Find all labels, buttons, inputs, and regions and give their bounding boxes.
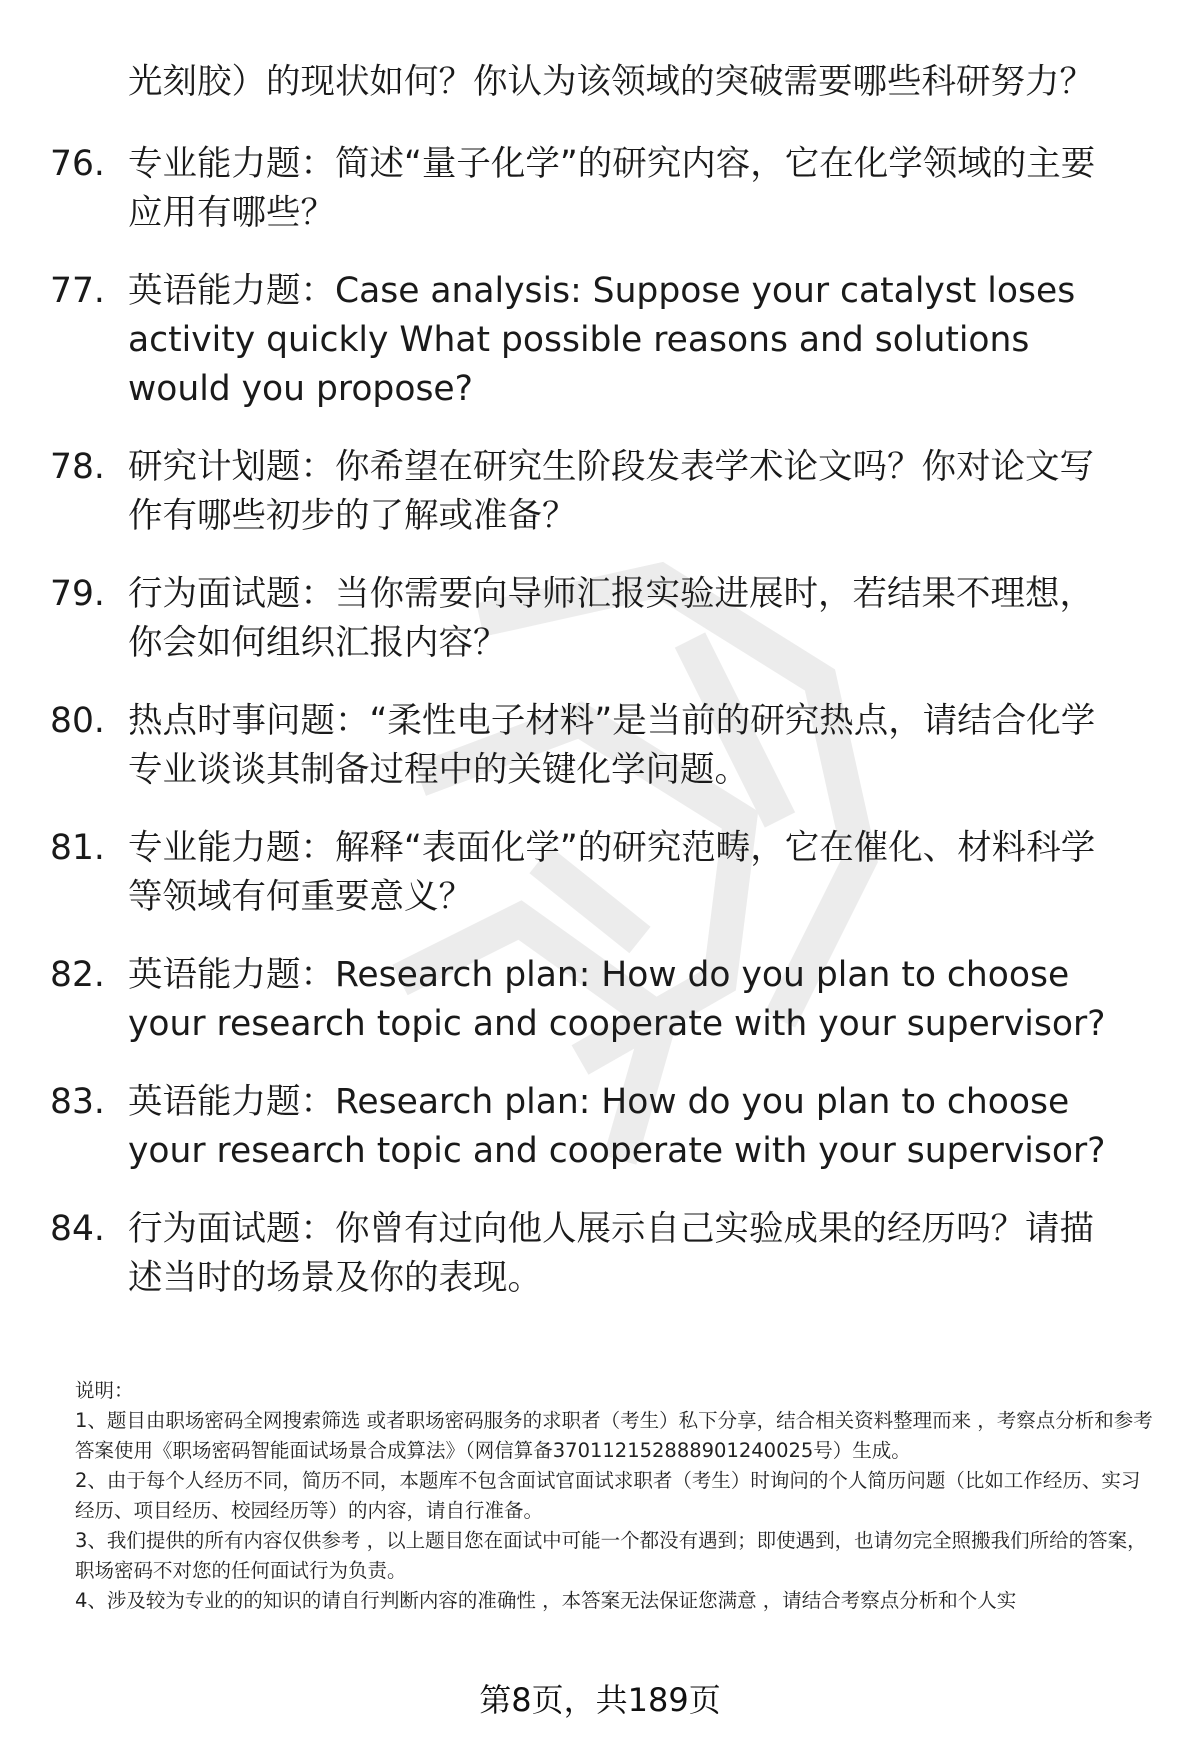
question-item (50, 267, 1150, 414)
notes-heading: 说明： (75, 1379, 134, 1402)
question-text: 英语能力题：Research plan: How do you plan to choose your research topic and cooperate with your supervisor? (128, 1082, 1106, 1171)
question-number: 84. (50, 1209, 105, 1249)
note-item: 4、涉及较为专业的的知识的请自行判断内容的准确性 ，本答案无法保证您满意 ，请结合考察点分析和个人实 (75, 1589, 1017, 1612)
note-item: 3、我们提供的所有内容仅供参考 ，以上题目您在面试中可能一个都没有遇到；即使遇到，也请勿完全照搬我们所给的答案，职场密码不对您的任何面试行为负责。 (75, 1529, 1147, 1582)
question-continuation: 光刻胶）的现状如何？你认为该领域的突破需要哪些科研努力？ (128, 62, 1094, 102)
question-number: 82. (50, 955, 105, 995)
question-text: 英语能力题：Case analysis: Suppose your catalyst loses activity quickly What possible reasons and solutions would you propose? (128, 271, 1076, 409)
notes-section (75, 1376, 1157, 1616)
question-number: 79. (50, 574, 105, 614)
question-text: 专业能力题：解释“表面化学”的研究范畴，它在催化、材料科学等领域有何重要意义？ (128, 828, 1096, 917)
question-item (50, 1205, 1150, 1303)
question-number: 76. (50, 144, 105, 184)
question-item (50, 951, 1150, 1049)
question-number: 83. (50, 1082, 105, 1122)
question-item (50, 570, 1150, 668)
question-text: 行为面试题：当你需要向导师汇报实验进展时，若结果不理想，你会如何组织汇报内容？ (128, 574, 1094, 663)
question-item (50, 824, 1150, 922)
question-item (50, 697, 1150, 795)
question-text: 专业能力题：简述“量子化学”的研究内容，它在化学领域的主要应用有哪些？ (128, 144, 1096, 233)
question-text: 热点时事问题：“柔性电子材料”是当前的研究热点，请结合化学专业谈谈其制备过程中的关键化学问题。 (128, 701, 1096, 790)
question-text: 行为面试题：你曾有过向他人展示自己实验成果的经历吗？请描述当时的场景及你的表现。 (128, 1209, 1094, 1298)
question-number: 80. (50, 701, 105, 741)
question-item (50, 1078, 1150, 1176)
note-item: 2、由于每个人经历不同，简历不同，本题库不包含面试官面试求职者（考生）时询问的个人简历问题（比如工作经历、实习经历、项目经历、校园经历等）的内容，请自行准备。 (75, 1469, 1141, 1522)
page-number-footer: 第8页，共189页 (479, 1681, 721, 1719)
question-item (50, 140, 1150, 238)
question-list (50, 140, 1150, 1332)
question-item (50, 443, 1150, 541)
question-number: 78. (50, 447, 105, 487)
note-item: 1、题目由职场密码全网搜索筛选 或者职场密码服务的求职者（考生）私下分享，结合相关资料整理而来 ，考察点分析和参考答案使用《职场密码智能面试场景合成算法》（网信算备370112152888901240025号）生成。 (75, 1409, 1153, 1462)
question-text: 研究计划题：你希望在研究生阶段发表学术论文吗？你对论文写作有哪些初步的了解或准备？ (128, 447, 1094, 536)
question-text: 英语能力题：Research plan: How do you plan to choose your research topic and cooperate with your supervisor? (128, 955, 1106, 1044)
question-number: 77. (50, 271, 105, 311)
question-number: 81. (50, 828, 105, 868)
